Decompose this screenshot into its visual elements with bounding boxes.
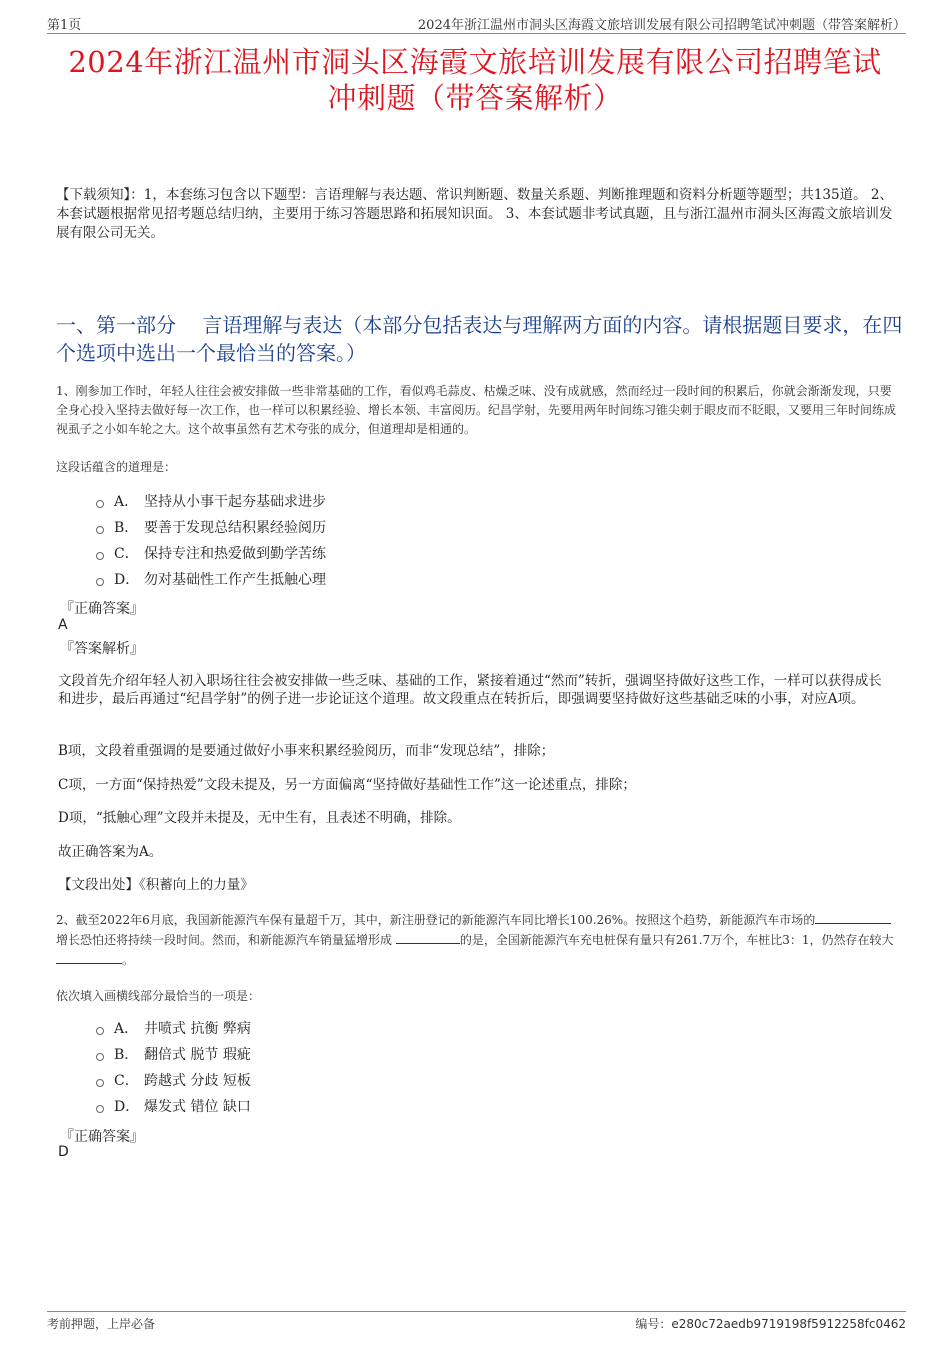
q1-stem: 1、刚参加工作时，年轻人往往会被安排做一些非常基础的工作，看似鸡毛蒜皮、枯燥乏味、没有成就感，然而经过一段时间的积累后，你就会渐渐发现，只要全身心投入坚持去做好每一次工作，也一样可以积累经验、增长本领、丰富阅历。纪昌学射，先要用两年时间练习锥尖刺于眼皮而不眨眼，又要用三年时间练成视虱子之小如车轮之大。这个故事虽然有艺术夸张的成分，但道理却是相通的。 <box>56 384 897 436</box>
option-text: 要善于发现总结积累经验阅历 <box>144 520 326 536</box>
option-text: 勿对基础性工作产生抵触心理 <box>144 572 326 588</box>
q1-prompt: 这段话蕴含的道理是： <box>56 460 177 474</box>
q2-option-d[interactable] <box>96 1093 251 1119</box>
q1-answer: A <box>58 617 68 633</box>
option-key: A． <box>114 1021 139 1037</box>
running-header-title: 2024年浙江温州市洞头区海霞文旅培训发展有限公司招聘笔试冲刺题（带答案解析） <box>417 18 906 33</box>
blank-line-3 <box>56 950 122 964</box>
q2-options <box>96 1015 251 1119</box>
q1-option-a[interactable] <box>96 488 326 514</box>
q2-prompt: 依次填入画横线部分最恰当的一项是： <box>56 989 261 1003</box>
download-notice: 【下载须知】：1，本套练习包含以下题型：言语理解与表达题、常识判断题、数量关系题、判断推理题和资料分析题等题型；共135道。 2、本套试题根据常见招考题总结归纳，主要用于练习答题思路和拓展知识面。 3、本套试题非考试真题，且与浙江温州市洞头区海霞文旅培训发展有限公司无关。 <box>56 187 893 241</box>
option-key: D． <box>114 1099 140 1115</box>
q2-answer-label: 『正确答案』 <box>60 1129 144 1145</box>
radio-icon[interactable] <box>96 1027 104 1035</box>
option-text: 坚持从小事干起夯基础求进步 <box>144 494 326 510</box>
header-divider <box>47 33 906 34</box>
radio-icon[interactable] <box>96 526 104 534</box>
q1-analysis-label: 『答案解析』 <box>60 641 144 657</box>
q1-analysis-para-3: C项，一方面“保持热爱”文段未提及，另一方面偏离“坚持做好基础性工作”这一论述重点，排除； <box>58 777 636 793</box>
q2-option-a[interactable] <box>96 1015 251 1041</box>
q1-answer-label: 『正确答案』 <box>60 601 144 617</box>
q2-stem-part-2: 增长恐怕还将持续一段时间。然而，和新能源汽车销量猛增形成 <box>56 933 393 947</box>
q1-source: 【文段出处】《积蓄向上的力量》 <box>58 877 254 893</box>
option-key: D． <box>114 572 140 588</box>
q1-option-b[interactable] <box>96 514 326 540</box>
radio-icon[interactable] <box>96 578 104 586</box>
option-key: B． <box>114 1047 139 1063</box>
q1-analysis-para-1: 文段首先介绍年轻人初入职场往往会被安排做一些乏味、基础的工作，紧接着通过“然而”转折，强调坚持做好这些工作，一样可以获得成长和进步，最后再通过“纪昌学射”的例子进一步论证这个道理。故文段重点在转折后，即强调要坚持做好这些基础乏味的小事，对应A项。 <box>58 673 882 707</box>
footer-slogan: 考前押题，上岸必备 <box>47 1317 156 1331</box>
q2-option-b[interactable] <box>96 1041 251 1067</box>
option-key: C． <box>114 1073 139 1089</box>
option-key: A． <box>114 494 139 510</box>
radio-icon[interactable] <box>96 552 104 560</box>
option-key: C． <box>114 546 139 562</box>
option-key: B． <box>114 520 139 536</box>
q2-stem-part-4: 。 <box>122 953 135 967</box>
title-line-1: 2024年浙江温州市洞头区海霞文旅培训发展有限公司招聘笔试 <box>68 45 882 79</box>
radio-icon[interactable] <box>96 500 104 508</box>
footer-doc-code <box>635 1315 906 1332</box>
option-text: 爆发式 错位 缺口 <box>144 1099 251 1115</box>
q2-option-c[interactable] <box>96 1067 251 1093</box>
footer-code-value: e280c72aedb9719198f5912258fc0462 <box>671 1317 906 1331</box>
option-text: 跨越式 分歧 短板 <box>144 1073 251 1089</box>
q2-stem <box>56 910 900 970</box>
radio-icon[interactable] <box>96 1079 104 1087</box>
radio-icon[interactable] <box>96 1053 104 1061</box>
radio-icon[interactable] <box>96 1105 104 1113</box>
option-text: 井喷式 抗衡 弊病 <box>144 1021 251 1037</box>
document-title <box>40 44 910 116</box>
section-heading: 一、第一部分 言语理解与表达（本部分包括表达与理解两方面的内容。请根据题目要求，在四个选项中选出一个最恰当的答案。） <box>56 313 903 365</box>
q1-option-c[interactable] <box>96 540 326 566</box>
blank-line-1 <box>815 910 891 924</box>
footer-divider <box>47 1311 906 1312</box>
q1-options <box>96 488 326 592</box>
option-text: 翻倍式 脱节 瑕疵 <box>144 1047 251 1063</box>
q1-analysis-para-2: B项，文段着重强调的是要通过做好小事来积累经验阅历，而非“发现总结”，排除； <box>58 743 555 759</box>
page-number: 第1页 <box>47 18 82 33</box>
option-text: 保持专注和热爱做到勤学苦练 <box>144 546 326 562</box>
q2-stem-part-1: 2、截至2022年6月底，我国新能源汽车保有量超千万，其中，新注册登记的新能源汽车同比增长100.26%。按照这个趋势，新能源汽车市场的 <box>56 913 816 927</box>
title-line-2: 冲刺题（带答案解析） <box>327 81 623 115</box>
q1-analysis-conclusion: 故正确答案为A。 <box>58 844 163 860</box>
q1-option-d[interactable] <box>96 566 326 592</box>
q1-analysis-para-4: D项，“抵触心理”文段并未提及，无中生有，且表述不明确，排除。 <box>58 810 461 826</box>
q2-answer: D <box>58 1144 69 1160</box>
footer-code-label: 编号： <box>635 1317 672 1331</box>
blank-line-2 <box>396 930 460 944</box>
q2-stem-part-3: 的是，全国新能源汽车充电桩保有量只有261.7万个，车桩比3：1，仍然存在较大 <box>459 933 894 947</box>
